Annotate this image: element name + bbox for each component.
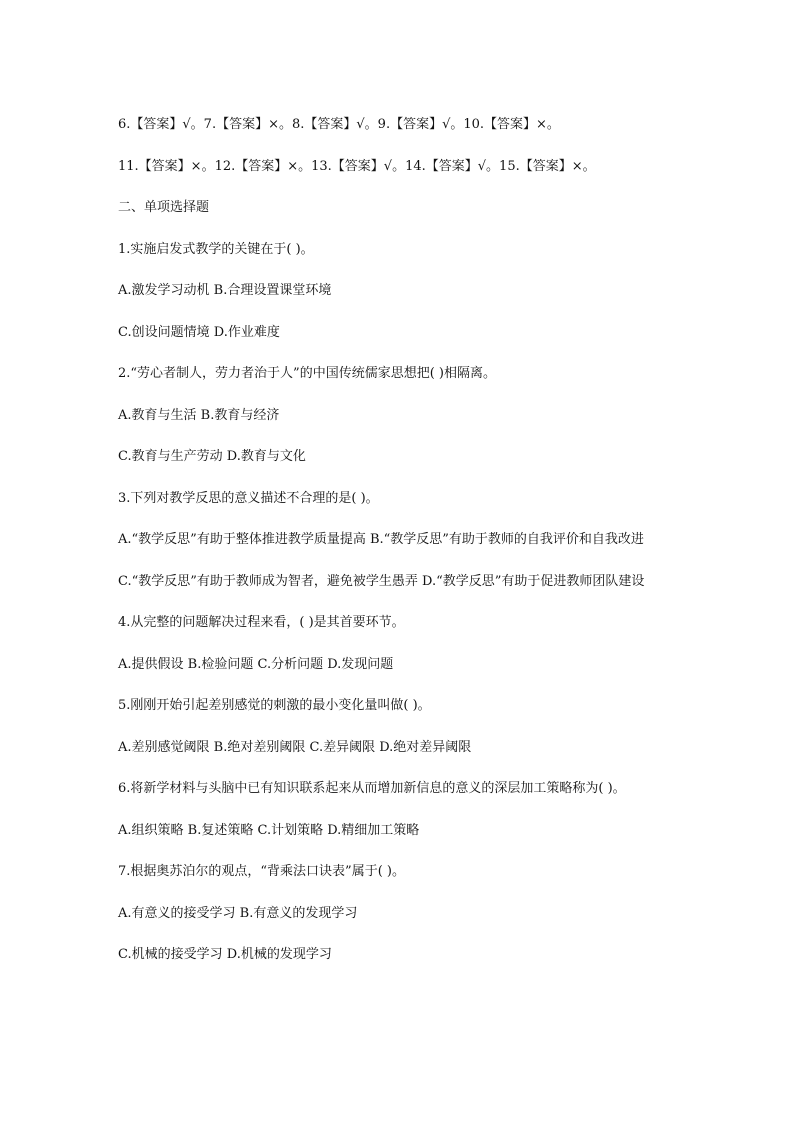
question-4-options-1: A.提供假设 B.检验问题 C.分析问题 D.发现问题 <box>118 656 394 672</box>
question-7-stem: 7.根据奥苏泊尔的观点，“背乘法口诀表”属于( )。 <box>118 864 405 879</box>
question-5-stem: 5.刚刚开始引起差别感觉的刺激的最小变化量叫做( )。 <box>118 698 431 713</box>
question-6-options-1: A.组织策略 B.复述策略 C.计划策略 D.精细加工策略 <box>118 822 420 838</box>
question-7-options-1: A.有意义的接受学习 B.有意义的发现学习 <box>118 905 358 921</box>
question-1-stem: 1.实施启发式教学的关键在于( )。 <box>118 241 314 257</box>
document-page <box>118 115 678 987</box>
question-1-options-2: C.创设问题情境 D.作业难度 <box>118 324 280 340</box>
question-7-options-2: C.机械的接受学习 D.机械的发现学习 <box>118 947 332 962</box>
answer-line-1: 6.【答案】√。7.【答案】×。8.【答案】√。9.【答案】√。10.【答案】×。 <box>118 117 560 132</box>
question-5-options-1: A.差别感觉阈限 B.绝对差别阈限 C.差异阈限 D.绝对差异阈限 <box>118 739 472 755</box>
question-2-options-1: A.教育与生活 B.教育与经济 <box>118 407 280 423</box>
question-3-stem: 3.下列对教学反思的意义描述不合理的是( )。 <box>118 490 379 506</box>
question-6-stem: 6.将新学材料与头脑中已有知识联系起来从而增加新信息的意义的深层加工策略称为( )。 <box>118 781 626 796</box>
question-2-options-2: C.教育与生产劳动 D.教育与文化 <box>118 449 306 464</box>
question-3-options-1: A.“教学反思”有助于整体推进教学质量提高 B.“教学反思”有助于教师的自我评价和自我改进 <box>118 532 644 547</box>
question-2-stem: 2.“劳心者制人，劳力者治于人”的中国传统儒家思想把( )相隔离。 <box>118 366 496 381</box>
answer-line-2: 11.【答案】×。12.【答案】×。13.【答案】√。14.【答案】√。15.【答案】×。 <box>118 158 596 174</box>
question-3-options-2: C.“教学反思”有助于教师成为智者，避免被学生愚弄 D.“教学反思”有助于促进教师团队建设 <box>118 573 645 589</box>
question-4-stem: 4.从完整的问题解决过程来看，( )是其首要环节。 <box>118 615 405 630</box>
section-title: 二、单项选择题 <box>118 200 210 215</box>
question-1-options-1: A.激发学习动机 B.合理设置课堂环境 <box>118 283 332 298</box>
